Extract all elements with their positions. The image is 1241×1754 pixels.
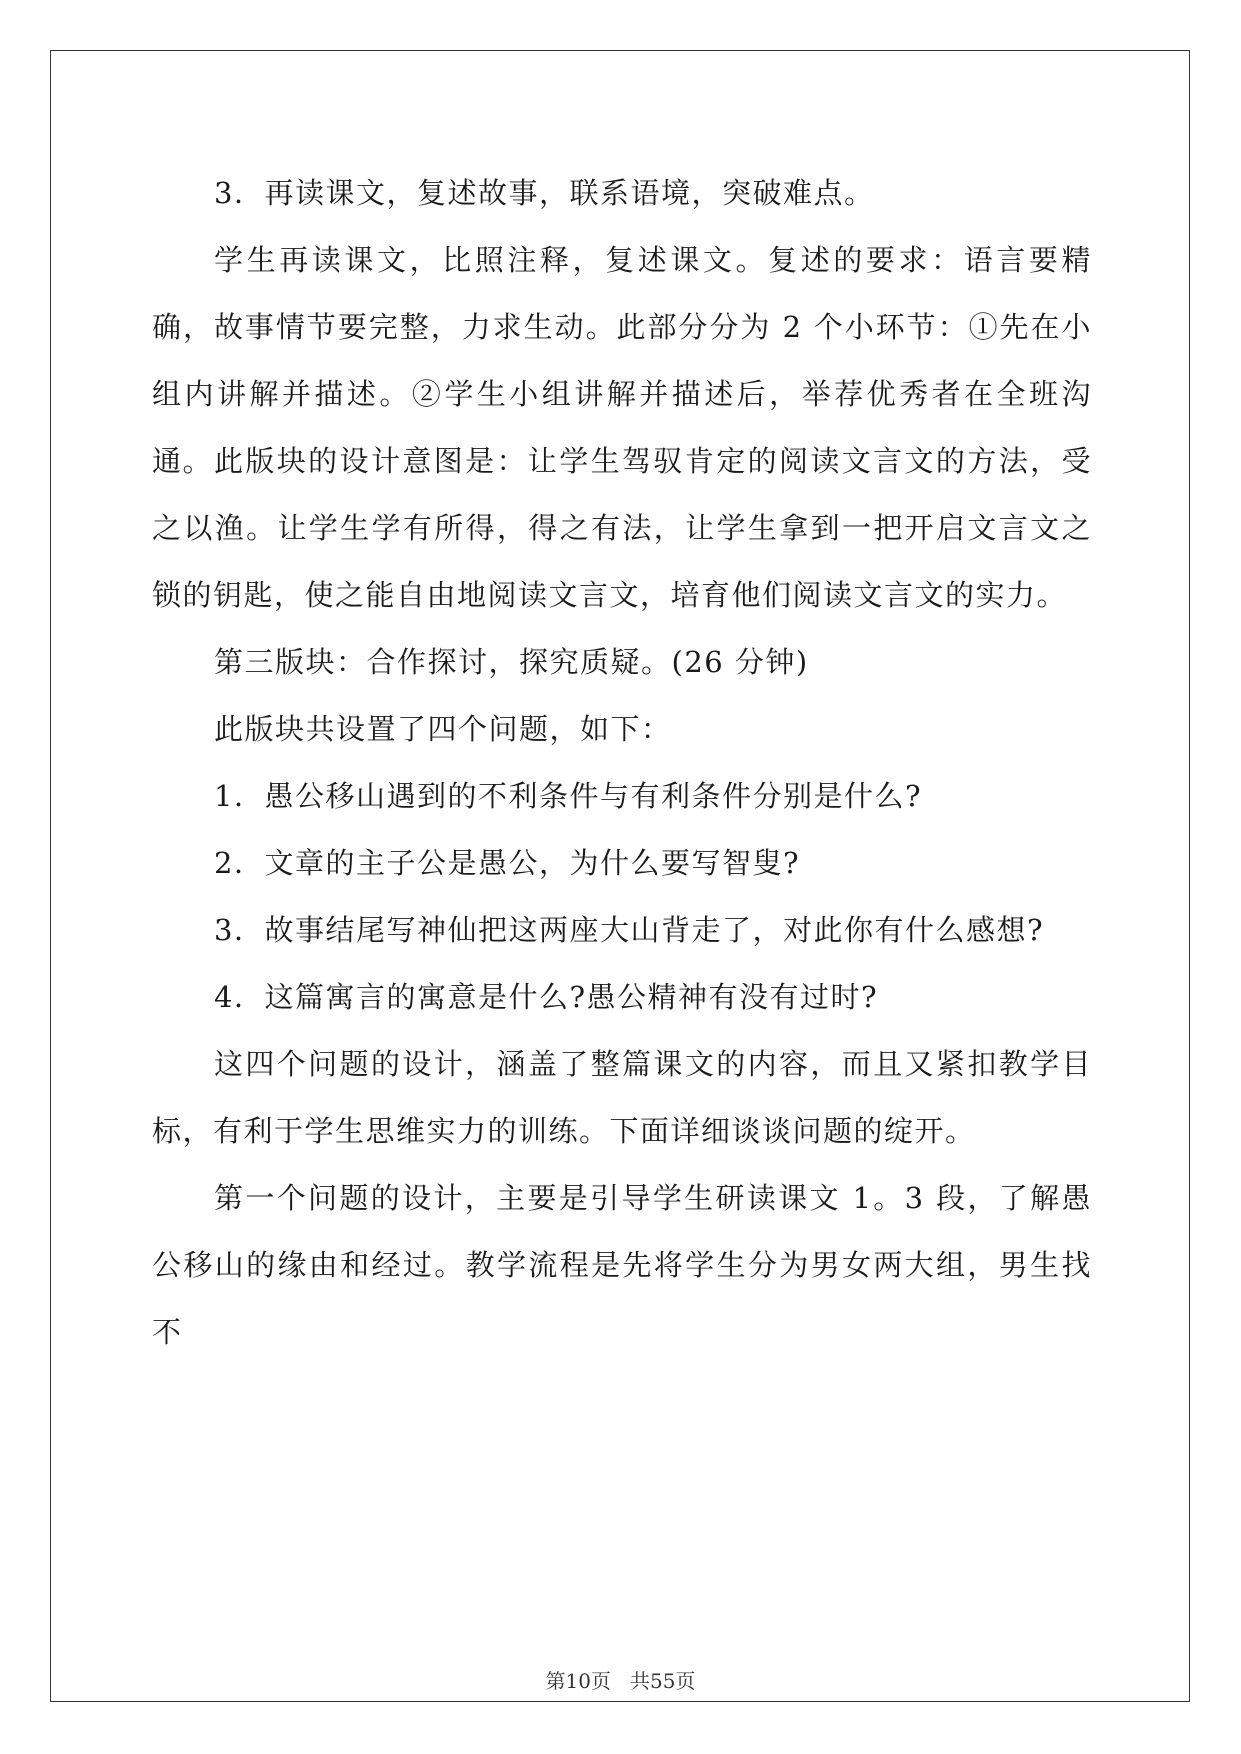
paragraph-step-3: 3．再读课文，复述故事，联系语境，突破难点。: [214, 176, 875, 210]
paragraph-section-3-heading: 第三版块：合作探讨，探究质疑。(26 分钟): [214, 645, 809, 679]
page-footer: [0, 1665, 1241, 1694]
page-number: 第10页: [545, 1669, 611, 1693]
paragraph-first-question: 第一个问题的设计，主要是引导学生研读课文 1。3 段，了解愚公移山的缘由和经过。教学流程是先将学生分为男女两大组，男生找不: [152, 1181, 1092, 1349]
paragraph-design-intent: 此版块的设计意图是：让学生驾驭肯定的阅读文言文的方法，受之以渔。让学生学有所得，得之有法，让学生拿到一把开启文言文之锁的钥匙，使之能自由地阅读文言文，培育他们阅读文言文的实力。: [152, 444, 1092, 612]
paragraph-retell: 学生再读课文，比照注释，复述课文。复述的要求：语言要精确，故事情节要完整，力求生动。此部分分为 2 个小环节：①先在小组内讲解并描述。②学生小组讲解并描述后，举荐优秀者在全班沟通。: [152, 243, 1092, 478]
paragraph-question-2: 2．文章的主子公是愚公，为什么要写智叟?: [214, 846, 800, 880]
paragraph-question-4: 4．这篇寓言的寓意是什么?愚公精神有没有过时?: [214, 980, 879, 1014]
paragraph-questions-intro: 此版块共设置了四个问题，如下：: [214, 712, 672, 746]
page-total: 共55页: [630, 1669, 696, 1693]
document-body: [152, 160, 1092, 1349]
paragraph-question-1: 1．愚公移山遇到的不利条件与有利条件分别是什么?: [214, 779, 922, 813]
paragraph-questions-summary: 这四个问题的设计，涵盖了整篇课文的内容，而且又紧扣教学目标，有利于学生思维实力的训练。下面详细谈谈问题的绽开。: [152, 1047, 1092, 1148]
paragraph-question-3: 3．故事结尾写神仙把这两座大山背走了，对此你有什么感想?: [214, 913, 1044, 947]
